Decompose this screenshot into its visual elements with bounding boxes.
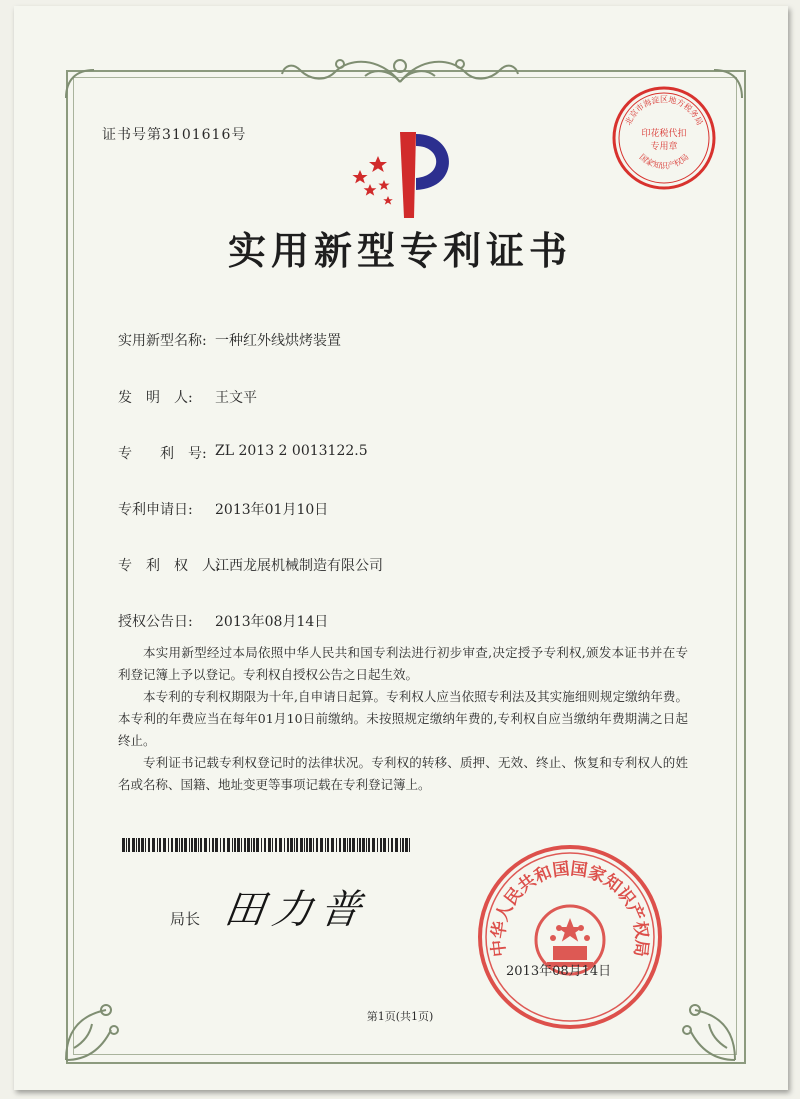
barcode-bar (331, 838, 334, 852)
barcode-bar (191, 838, 193, 852)
barcode-bar (209, 838, 210, 852)
barcode-bar (272, 838, 273, 852)
barcode-bar (237, 838, 240, 852)
svg-text:中华人民共和国国家知识产权局 (488, 859, 653, 958)
barcode-bar (284, 838, 285, 852)
barcode-bar (306, 838, 308, 852)
barcode-bar (132, 838, 135, 852)
barcode-bar (380, 838, 382, 852)
barcode-bar (366, 838, 367, 852)
barcode-bar (256, 838, 259, 852)
barcode-bar (157, 838, 158, 852)
barcode-bar (163, 838, 166, 852)
paragraph-grant: 本实用新型经过本局依照中华人民共和国专利法进行初步审查,决定授予专利权,颁发本证书并在专利登记簿上予以登记。专利权自授权公告之日起生效。 (118, 645, 688, 682)
grant-date-value: 2013年08月14日 (215, 614, 329, 630)
barcode-bar (275, 838, 277, 852)
barcode-bar (194, 838, 197, 852)
application-date-label: 专利申请日: (118, 502, 193, 518)
patent-office-seal (475, 842, 665, 1032)
barcode-bar (268, 838, 271, 852)
barcode-bar (247, 838, 250, 852)
barcode-bar (128, 838, 130, 852)
barcode-bar (362, 838, 365, 852)
bottom-right-ornament (665, 990, 745, 1070)
barcode-bar (347, 838, 348, 852)
barcode-bar (264, 838, 266, 852)
barcode-bar (287, 838, 289, 852)
barcode-bar (184, 838, 187, 852)
barcode-bar (232, 838, 233, 852)
barcode-bar (126, 838, 127, 852)
barcode-bar (227, 838, 230, 852)
utility-model-name-value: 一种红外线烘烤装置 (215, 333, 341, 349)
barcode-bar (320, 838, 323, 852)
barcode-bar (261, 838, 262, 852)
bottom-left-ornament (56, 990, 136, 1070)
director-label: 局长 (170, 910, 201, 928)
grant-date-label: 授权公告日: (118, 614, 193, 630)
barcode-bar (138, 838, 140, 852)
barcode-bar (343, 838, 346, 852)
barcode-bar (179, 838, 180, 852)
barcode-bar (223, 838, 225, 852)
barcode-bar (198, 838, 199, 852)
patent-number-value: ZL 2013 2 0013122.5 (215, 443, 368, 459)
inventor-value: 王文平 (215, 390, 257, 406)
barcode-bar (279, 838, 282, 852)
barcode-bar (388, 838, 389, 852)
patent-number-label: 专 利 号: (118, 446, 207, 462)
barcode-bar (136, 838, 137, 852)
barcode-bar (159, 838, 161, 852)
barcode-bar (204, 838, 207, 852)
barcode-bar (309, 838, 312, 852)
barcode-bar (368, 838, 370, 852)
barcode-bar (168, 838, 169, 852)
barcode-bar (220, 838, 221, 852)
utility-model-name-label: 实用新型名称: (118, 333, 207, 349)
barcode-bar (316, 838, 318, 852)
barcode-bar (405, 838, 408, 852)
patentee-value: 江西龙展机械制造有限公司 (215, 558, 383, 574)
barcode-bar (181, 838, 183, 852)
barcode-bar (359, 838, 361, 852)
barcode-bar (357, 838, 358, 852)
certificate-title: 实用新型专利证书 (227, 228, 572, 273)
barcode-bar (327, 838, 329, 852)
barcode-bar (241, 838, 242, 852)
barcode-bar (251, 838, 252, 852)
barcode-bar (409, 838, 410, 852)
application-date-value: 2013年01月10日 (215, 502, 329, 518)
barcode-bar (402, 838, 404, 852)
paragraph-legal-status: 专利证书记载专利权登记时的法律状况。专利权的转移、质押、无效、终止、恢复和专利权人的姓名或名称、国籍、地址变更等事项记载在专利登记簿上。 (118, 755, 688, 792)
tax-seal (608, 82, 720, 194)
barcode-bar (352, 838, 355, 852)
barcode-bar (400, 838, 401, 852)
barcode-bar (349, 838, 351, 852)
barcode-bar (141, 838, 144, 852)
certificate-number: 证书号第3101616号 (102, 127, 247, 143)
patent-office-seal-text: 中华人民共和国国家知识产权局 (488, 859, 652, 958)
patent-office-logo (338, 126, 468, 222)
director-signature: 田力普 (221, 887, 372, 933)
tax-seal-ring-text: 北京市海淀区地方税务局 (623, 95, 705, 127)
barcode-bar (253, 838, 255, 852)
tax-seal-center-text: 印花税代扣专用章 (641, 129, 687, 152)
barcode-bar (148, 838, 150, 852)
barcode-bar (234, 838, 236, 852)
barcode-bar (152, 838, 155, 852)
patentee-label: 专 利 权 人: (118, 558, 221, 574)
barcode-bar (296, 838, 298, 852)
barcode-bar (300, 838, 303, 852)
tax-seal-bottom-text: 国家知识产权局 (637, 152, 691, 171)
barcode-bar (215, 838, 218, 852)
barcode-bar (336, 838, 337, 852)
barcode-bar (244, 838, 246, 852)
barcode-bar (122, 838, 125, 852)
barcode-bar (304, 838, 305, 852)
barcode-bar (189, 838, 190, 852)
top-ornament (280, 52, 520, 88)
barcode-bar (372, 838, 375, 852)
barcode-bar (212, 838, 214, 852)
inventor-label: 发 明 人: (118, 390, 193, 406)
top-left-ornament (58, 62, 98, 102)
barcode-bar (294, 838, 295, 852)
page-info: 第1页(共1页) (366, 1010, 434, 1023)
issue-date: 2013年08月14日 (506, 964, 612, 979)
barcode-bar (395, 838, 398, 852)
barcode-bar (325, 838, 326, 852)
barcode-bar (339, 838, 341, 852)
barcode-bar (383, 838, 386, 852)
barcode-bar (145, 838, 146, 852)
barcode-bar (200, 838, 202, 852)
barcode-bar (290, 838, 293, 852)
barcode-bar (377, 838, 378, 852)
barcode-bar (171, 838, 173, 852)
barcode (122, 838, 412, 852)
barcode-bar (175, 838, 178, 852)
paragraph-term: 本专利的专利权期限为十年,自申请日起算。专利权人应当依照专利法及其实施细则规定缴纳年费。本专利的年费应当在每年01月10日前缴纳。未按照规定缴纳年费的,专利权自应当缴纳年费期满之日起终止。 (118, 689, 688, 748)
barcode-bar (391, 838, 393, 852)
barcode-bar (313, 838, 314, 852)
